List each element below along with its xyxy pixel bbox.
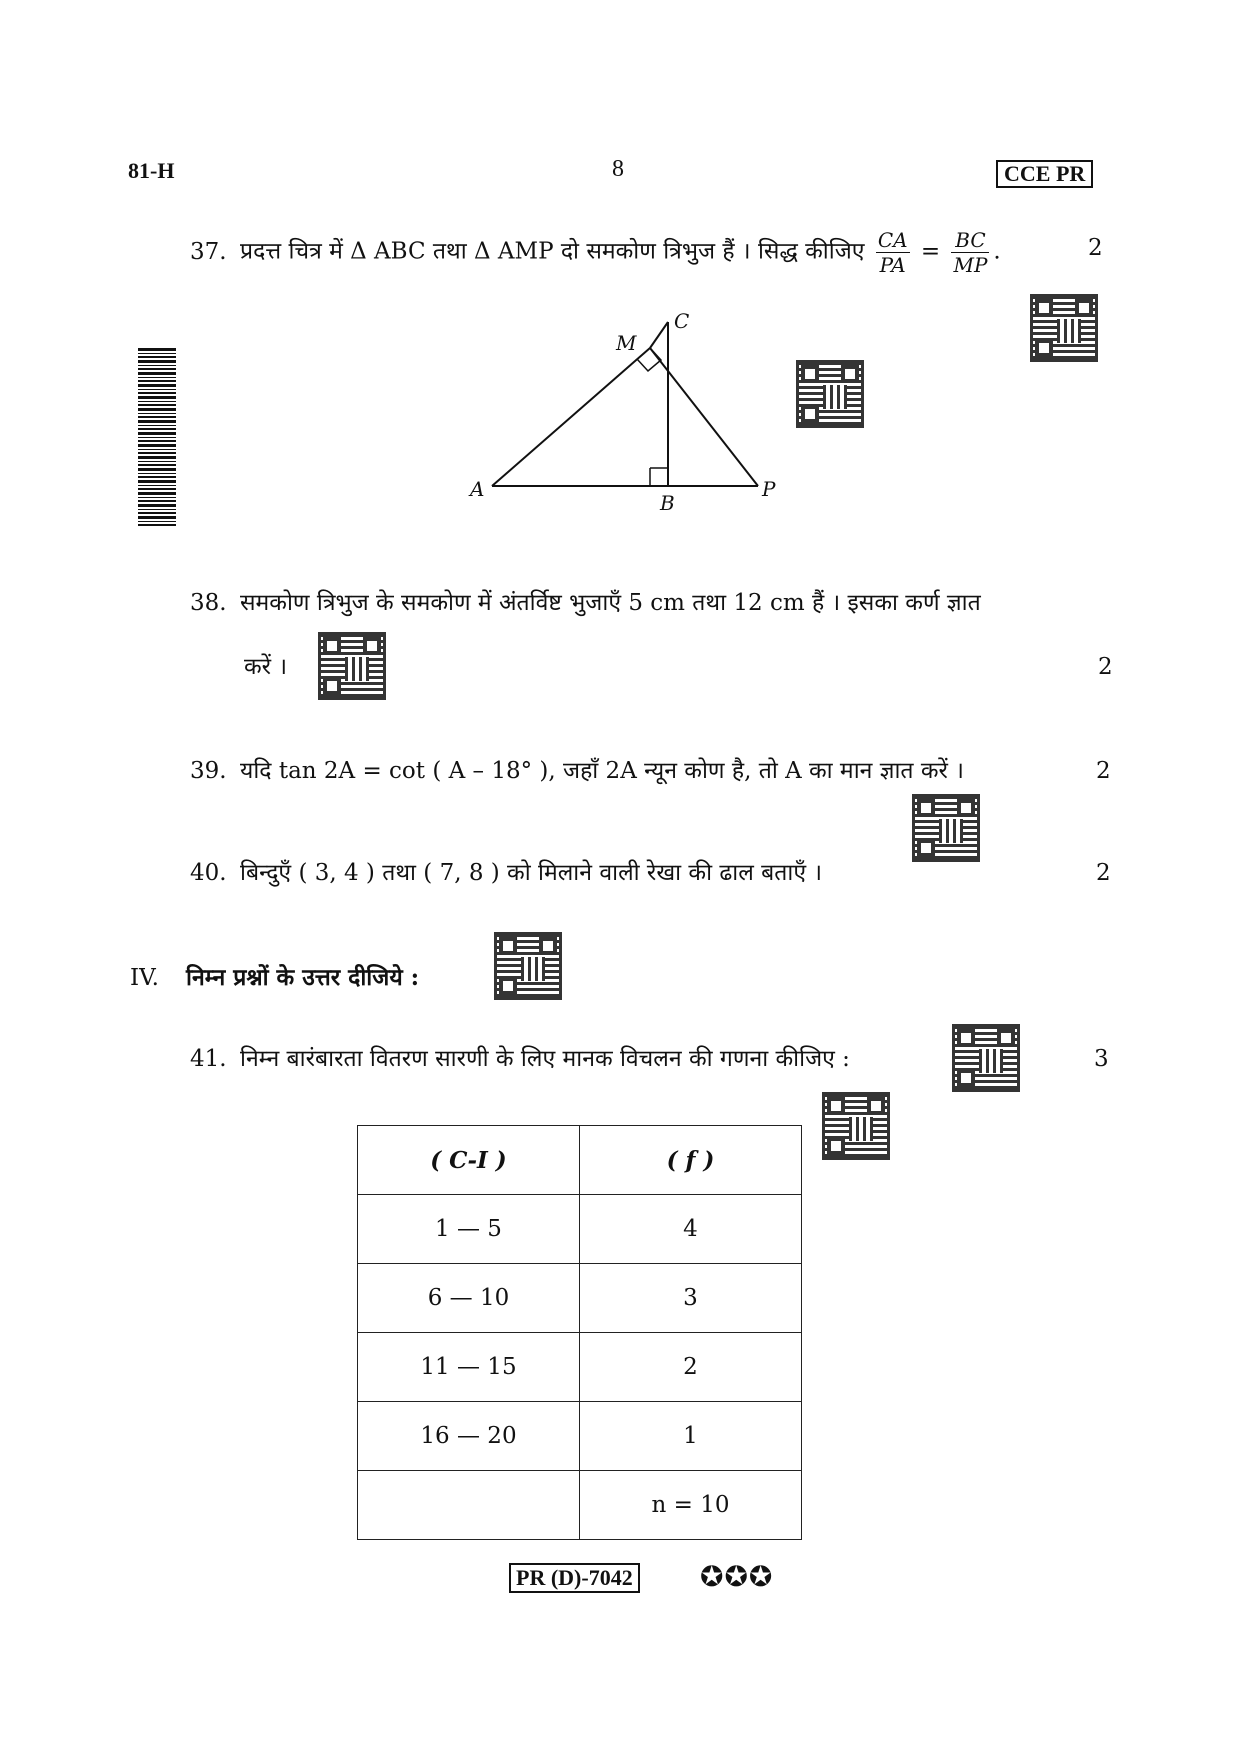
qr-code-icon <box>318 632 386 700</box>
question-text: प्रदत्त चित्र में Δ ABC तथा Δ AMP दो समकोण त्रिभुज हैं । सिद्ध कीजिए <box>240 238 865 265</box>
header-frequency: ( f ) <box>580 1126 802 1195</box>
qr-code-icon <box>1030 294 1098 362</box>
exam-tag: CCE PR <box>996 160 1093 188</box>
table-row <box>358 1471 802 1540</box>
qr-code-icon <box>494 932 562 1000</box>
label-a: A <box>470 477 485 501</box>
question-number: 40. <box>190 860 227 886</box>
table-row <box>358 1333 802 1402</box>
question-38 <box>190 588 1110 618</box>
table-header-row <box>358 1126 802 1195</box>
label-c: C <box>674 309 690 333</box>
line-am <box>492 348 650 486</box>
triangle-figure <box>460 300 800 520</box>
question-number: 37. <box>190 238 227 265</box>
equals-sign: = <box>920 238 941 265</box>
qr-code-icon <box>822 1092 890 1160</box>
table-row <box>358 1264 802 1333</box>
cell-class-interval: 11 — 15 <box>358 1333 580 1402</box>
question-number: 38. <box>190 590 227 616</box>
question-40 <box>190 858 1070 888</box>
section-number: IV. <box>130 965 159 991</box>
cell-frequency: 3 <box>580 1264 802 1333</box>
label-m: M <box>616 331 637 355</box>
cell-frequency: 2 <box>580 1333 802 1402</box>
question-text: बिन्दुएँ ( 3, 4 ) तथा ( 7, 8 ) को मिलाने वाली रेखा की ढाल बताएँ । <box>240 860 823 886</box>
cell-class-interval: 6 — 10 <box>358 1264 580 1333</box>
cell-class-interval: 16 — 20 <box>358 1402 580 1471</box>
marks-38: 2 <box>1098 654 1113 680</box>
frequency-table <box>357 1125 802 1540</box>
section-title: निम्न प्रश्नों के उत्तर दीजिये : <box>186 964 420 991</box>
cell-class-interval <box>358 1471 580 1540</box>
question-text: समकोण त्रिभुज के समकोण में अंतर्विष्ट भुजाएँ 5 cm तथा 12 cm हैं । इसका कर्ण ज्ञात <box>240 590 981 616</box>
question-text: निम्न बारंबारता वितरण सारणी के लिए मानक विचलन की गणना कीजिए : <box>240 1046 850 1072</box>
marks-39: 2 <box>1096 758 1111 784</box>
question-number: 39. <box>190 758 227 784</box>
cell-frequency: 1 <box>580 1402 802 1471</box>
question-text: यदि tan 2A = cot ( A – 18° ), जहाँ 2A न्यून कोण है, तो A का मान ज्ञात करें । <box>240 758 964 784</box>
cell-class-interval: 1 — 5 <box>358 1195 580 1264</box>
qr-code-icon <box>796 360 864 428</box>
cell-total: n = 10 <box>580 1471 802 1540</box>
cell-frequency: 4 <box>580 1195 802 1264</box>
star-ornament-icon: ✪✪✪ <box>700 1560 774 1593</box>
label-p: P <box>762 477 776 501</box>
section-heading <box>130 960 419 992</box>
line-mp <box>650 348 758 486</box>
fraction-bc-mp: $\frac{BC}{MP}$ <box>953 228 988 277</box>
label-b: B <box>660 491 675 515</box>
line-cm <box>650 322 668 348</box>
right-angle-m <box>637 348 661 371</box>
fraction-ca-pa: $\frac{CA}{PA}$ <box>877 228 908 277</box>
marks-41: 3 <box>1094 1046 1109 1072</box>
marks-40: 2 <box>1096 860 1111 886</box>
page-number: 8 <box>612 156 624 182</box>
paper-code-footer: PR (D)-7042 <box>509 1563 640 1593</box>
table-row <box>358 1195 802 1264</box>
header-class-interval: ( C-I ) <box>358 1126 580 1195</box>
qr-code-icon <box>912 794 980 862</box>
question-37: 37. प्रदत्त चित्र में Δ ABC तथा Δ AMP दो समकोण त्रिभुज हैं । सिद्ध कीजिए $\frac{CA}{PA}$ = $\frac{BC}{MP}$ . <box>190 228 1001 277</box>
question-number: 41. <box>190 1046 227 1072</box>
barcode-image <box>138 348 176 526</box>
question-38-continued: करें । <box>244 654 288 680</box>
marks-37: 2 <box>1088 235 1103 261</box>
question-41 <box>190 1044 970 1074</box>
paper-code: 81-H <box>128 158 175 183</box>
qr-code-icon <box>952 1024 1020 1092</box>
question-39 <box>190 756 1070 786</box>
table-row <box>358 1402 802 1471</box>
